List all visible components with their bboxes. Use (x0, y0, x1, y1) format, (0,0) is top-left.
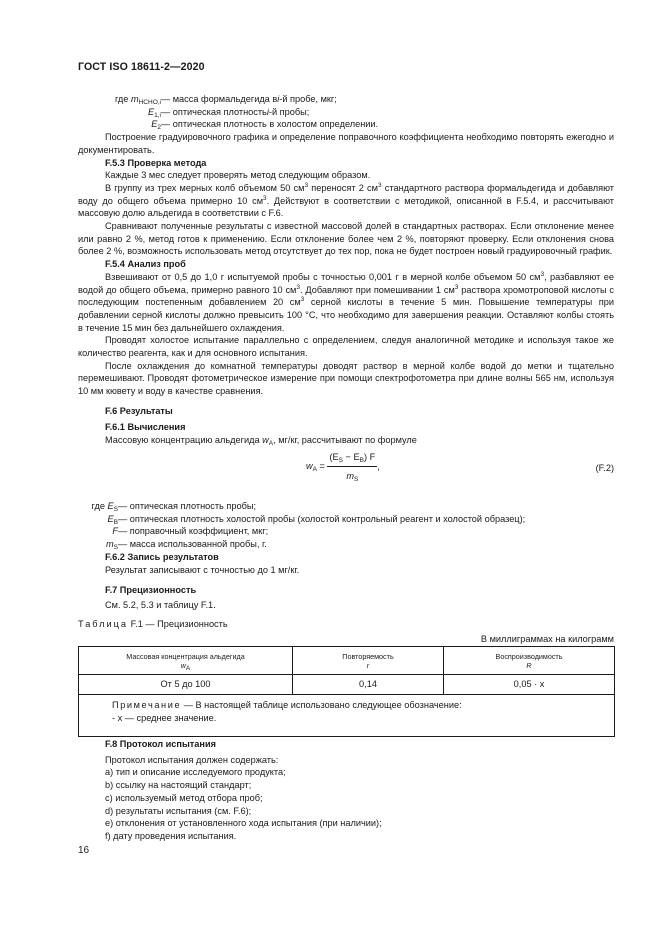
list-item: c) используемый метод отбора проб; (105, 792, 263, 803)
formula-expression: $w_A$ = $\frac{(E_S - E_B) F}{m_S}$ , (306, 452, 380, 483)
definition-row: F — поправочный коэффициент, мкг; (112, 526, 269, 537)
page-number: 16 (78, 845, 90, 856)
list-item: d) результаты испытания (см. F.6); (105, 805, 252, 816)
paragraph: После охлаждения до комнатной температуры доводят раствор в мерной колбе водой до метки и тщательно перемешивают. Проводят фотометрическое измерение при помощи спектрофотометра при длине волны 565 нм, используя 10 мм кювету и воду в качестве сравнения. (78, 360, 614, 397)
paragraph: Сравнивают полученные результаты с известной массовой долей в стандартных растворах. Если отклонение менее или равно 2 %, метод готов к применению. Если отклонение более чем 2 %, повторяют проверку. Если отклонения снова более 2 %, возможность использовать метод отсутствует до тех пор, пока не будет построен новый градуировочный график. (78, 221, 614, 257)
paragraph: Массовую концентрацию альдегида $w_A$, мг/кг, рассчитывают по формуле (105, 435, 417, 448)
section-heading-f7: F.7 Прецизионность (105, 585, 197, 596)
section-f6 (78, 405, 614, 447)
paragraph: См. 5.2, 5.3 и таблицу F.1. (105, 599, 216, 610)
table-header-row (79, 647, 615, 675)
list-item: e) отклонения от установленного хода испытания (при наличии); (105, 818, 382, 829)
paragraph-calibration: Построение градуировочного графика и определение поправочного коэффициента необходимо повторять ежегодно и документировать. (78, 132, 614, 155)
definition-row: $E_2$ — оптическая плотность в холостом определении. (151, 119, 379, 132)
table-header-cell: Повторяемость r (293, 647, 444, 675)
formula-fraction: $\frac{(E_S - E_B) F}{m_S}$ (329, 452, 376, 483)
definition-row: где $m_{HCHO,i}$ — масса формальдегида в i -й пробе, мкг; (114, 94, 337, 106)
paragraph: Результат записывают с точностью до 1 мг/кг. (105, 564, 300, 575)
top-definitions (78, 93, 614, 398)
paragraph: Взвешивают от 0,5 до 1,0 г испытуемой пробы с точностью 0,001 г в мерной колбе объемом 50 $см^3$, разбавляют ее водой до общего объема, примерно равного 10 $см^3$. Добавляют при помешивании 1 $см^3$ раствора хромотроповой кислоты с последующим постепенным добавлением 20 $см^3$ серной кислоты в течение 5 мин. Повышение температуры при добавлении серной кислоты должно превысить 100 °C, что необходимо для завершения реакции. Оставляют колбы стоять в течение 15 мин без дальнейшего охлаждения. (78, 270, 615, 333)
definition-row: где $E_S$ — оптическая плотность пробы; (91, 501, 257, 513)
paragraph: Каждые 3 мес следует проверять метод следующим образом. (105, 170, 371, 181)
paragraph: В группу из трех мерных колб объемом 50 $см^3$ переносят 2 $см^3$ стандартного раствора формальдегида и добавляют воду до общего объема примерно 10 $см^3$. Действуют в соответствии с методикой, описанной в F.5.4, и рассчитывают массовую долю альдегида в соответствии с F.6. (78, 181, 615, 219)
definition-row: $E_{1,i}$ — оптическая плотность i -й пробы; (147, 106, 310, 119)
definition-row: $E_B$ — оптическая плотность холостой пробы (холостой контрольный реагент и холостой образец); (107, 513, 526, 526)
table-cell: 0,14 (293, 675, 444, 695)
section-heading-f8: F.8 Протокол испытания (105, 739, 216, 749)
section-heading-f6: F.6 Результаты (105, 406, 173, 416)
table-cell: 0,05 · x (444, 675, 615, 695)
bottom-definitions (78, 500, 614, 612)
section-heading-f53: F.5.3 Проверка метода (105, 157, 207, 168)
document-header: ГОСТ ISO 18611-2—2020 (78, 61, 205, 73)
table-units: В миллиграммах на килограмм (480, 634, 614, 644)
section-f8 (78, 738, 614, 843)
definition-row: $m_S$ — масса использованной пробы, г. (106, 539, 267, 552)
table-header-cell: Воспроизводимость R (444, 647, 615, 675)
paragraph: Проводят холостое испытание параллельно с определением, следуя аналогичной методике и используя такое же количество реагента, как и для основного испытания. (78, 335, 614, 359)
table-cell: От 5 до 100 (79, 675, 293, 695)
precision-table (78, 646, 615, 737)
table-header-cell: Массовая концентрация альдегида $w_A$ (79, 647, 293, 675)
formula-f2 (78, 451, 614, 487)
list-item: a) тип и описание исследуемого продукта; (105, 767, 286, 778)
section-heading-f61: F.6.1 Вычисления (105, 421, 186, 432)
table-caption: Таблица F.1 — Прецизионность (78, 619, 228, 629)
table-row (79, 675, 615, 695)
paragraph: Протокол испытания должен содержать: (105, 754, 279, 765)
table-note: Примечание — В настоящей таблице использовано следующее обозначение: - x — среднее значение. (79, 695, 615, 737)
list-item: b) ссылку на настоящий стандарт; (105, 780, 252, 791)
section-heading-f54: F.5.4 Анализ проб (105, 259, 186, 270)
formula-number: (F.2) (595, 463, 614, 473)
table-note-row (79, 695, 615, 737)
list-item: f) дату проведения испытания. (105, 830, 237, 841)
section-heading-f62: F.6.2 Запись результатов (105, 551, 219, 562)
